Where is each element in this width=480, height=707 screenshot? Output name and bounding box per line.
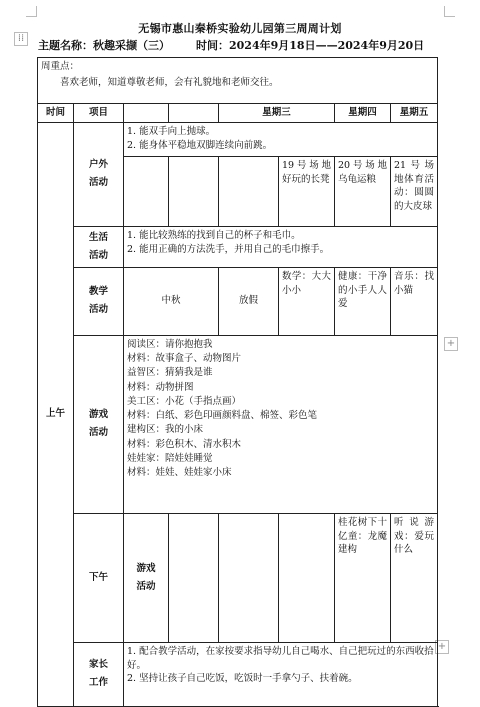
morning-label: 上午 (38, 122, 74, 706)
focus-label: 周重点： (41, 61, 80, 72)
pm-game-label-b: 活动 (136, 580, 156, 592)
theme-time-line (38, 37, 440, 53)
theme-label: 主题名称： (38, 39, 93, 52)
game-line: 益智区：猜猜我是谁 (127, 367, 213, 379)
weekly-plan-table (37, 57, 438, 707)
outdoor-blank-1 (124, 156, 169, 226)
pm-game-label-a: 游戏 (136, 562, 156, 574)
table-move-handle[interactable]: ⁞⁞ (14, 32, 28, 46)
teaching-mid-autumn: 中秋 (124, 267, 219, 335)
parents-content (124, 642, 438, 706)
parents-line-1: 1. 配合教学活动，在家按要求指导幼儿自己喝水、自己把玩过的东西收拾好。 (127, 645, 434, 671)
teaching-wednesday: 数学：大大小小 (279, 267, 335, 335)
game-line: 材料：娃娃、娃娃家小床 (127, 467, 232, 479)
header-item: 项目 (74, 104, 124, 123)
game-row (38, 335, 438, 513)
parents-label-a: 家长 (88, 659, 108, 671)
game-line: 阅读区：请你抱抱我 (127, 338, 213, 350)
page-corner-mark (26, 6, 37, 17)
outdoor-blank-2 (169, 156, 219, 226)
focus-text: 喜欢老师，知道尊敬老师，会有礼貌地和老师交往。 (60, 76, 279, 88)
outdoor-goals (124, 122, 438, 156)
time-range: 2024年9月18日——2024年9月20日 (229, 39, 425, 52)
game-label (74, 335, 124, 513)
game-line: 建构区：我的小床 (127, 424, 204, 436)
parents-label (74, 642, 124, 706)
pm-blank-3 (279, 513, 335, 642)
life-label (74, 226, 124, 267)
afternoon-label: 下午 (74, 513, 124, 642)
header-wednesday: 星期三 (219, 104, 335, 123)
teaching-thursday: 健康：干净的小手人人爱 (335, 267, 391, 335)
header-thursday: 星期四 (335, 104, 391, 123)
teaching-label-a: 教学 (88, 286, 108, 298)
life-row (38, 226, 438, 267)
life-goal-2: 2. 能用正确的方法洗手，并用自己的毛巾擦手。 (127, 243, 330, 255)
game-label-b: 活动 (88, 427, 108, 439)
game-line: 娃娃家：陪娃娃睡觉 (127, 452, 213, 464)
game-line: 材料：故事盒子、动物图片 (127, 353, 242, 365)
header-row (38, 104, 438, 123)
outdoor-label-b: 活动 (88, 177, 108, 189)
add-row-button[interactable]: + (435, 640, 449, 654)
outdoor-blank-3 (219, 156, 279, 226)
life-goal-1: 1. 能比较熟练的找到自己的杯子和毛巾。 (127, 229, 301, 241)
game-content (124, 335, 438, 513)
pm-blank-1 (169, 513, 219, 642)
life-goals (124, 226, 438, 267)
pm-thursday: 听说游戏：爱玩什么 (391, 513, 438, 642)
outdoor-goal-2: 2. 能身体平稳地双脚连续向前跳。 (127, 139, 273, 151)
outdoor-wednesday: 19号场地好玩的长凳 (279, 156, 335, 226)
outdoor-goals-row (38, 122, 438, 156)
life-label-b: 活动 (88, 249, 108, 261)
game-line: 材料：白纸、彩色印画颜料盘、棉签、彩色笔 (127, 410, 318, 422)
outdoor-friday: 21号场地体育活动：圆圆的大皮球 (391, 156, 438, 226)
outdoor-label (74, 122, 124, 226)
teaching-friday: 音乐：找小猫 (391, 267, 438, 335)
header-time: 时间 (38, 104, 74, 123)
pm-game-label (124, 513, 169, 642)
life-label-a: 生活 (88, 231, 108, 243)
outdoor-label-a: 户外 (88, 159, 108, 171)
parents-line-2: 2. 坚持让孩子自己吃饭，吃饭时一手拿勺子、扶着碗。 (127, 673, 358, 685)
time-label: 时间： (196, 39, 229, 52)
weekly-focus-cell (38, 58, 438, 104)
game-label-a: 游戏 (88, 409, 108, 421)
outdoor-goal-1: 1. 能双手向上抛球。 (127, 125, 216, 137)
teaching-row (38, 267, 438, 335)
header-friday: 星期五 (391, 104, 438, 123)
game-line: 材料：动物拼图 (127, 381, 194, 393)
teaching-label-b: 活动 (88, 304, 108, 316)
parents-row (38, 642, 438, 706)
theme-value: 秋趣采撷（三） (93, 39, 170, 52)
document-title: 无锡市惠山秦桥实验幼儿园第三周周计划 (138, 22, 342, 35)
outdoor-thursday: 20号场地乌龟运粮 (335, 156, 391, 226)
teaching-holiday: 放假 (219, 267, 279, 335)
header-blank-2 (169, 104, 219, 123)
afternoon-row (38, 513, 438, 642)
add-column-button[interactable]: + (444, 337, 458, 351)
game-line: 材料：彩色积木、清水积木 (127, 438, 242, 450)
game-line: 美工区：小花（手指点画） (127, 395, 242, 407)
pm-blank-2 (219, 513, 279, 642)
parents-label-b: 工作 (88, 677, 108, 689)
header-blank-1 (124, 104, 169, 123)
teaching-label (74, 267, 124, 335)
page-corner-mark (444, 6, 455, 17)
pm-wednesday: 桂花树下十亿童：龙魔建构 (335, 513, 391, 642)
focus-row (38, 58, 438, 104)
